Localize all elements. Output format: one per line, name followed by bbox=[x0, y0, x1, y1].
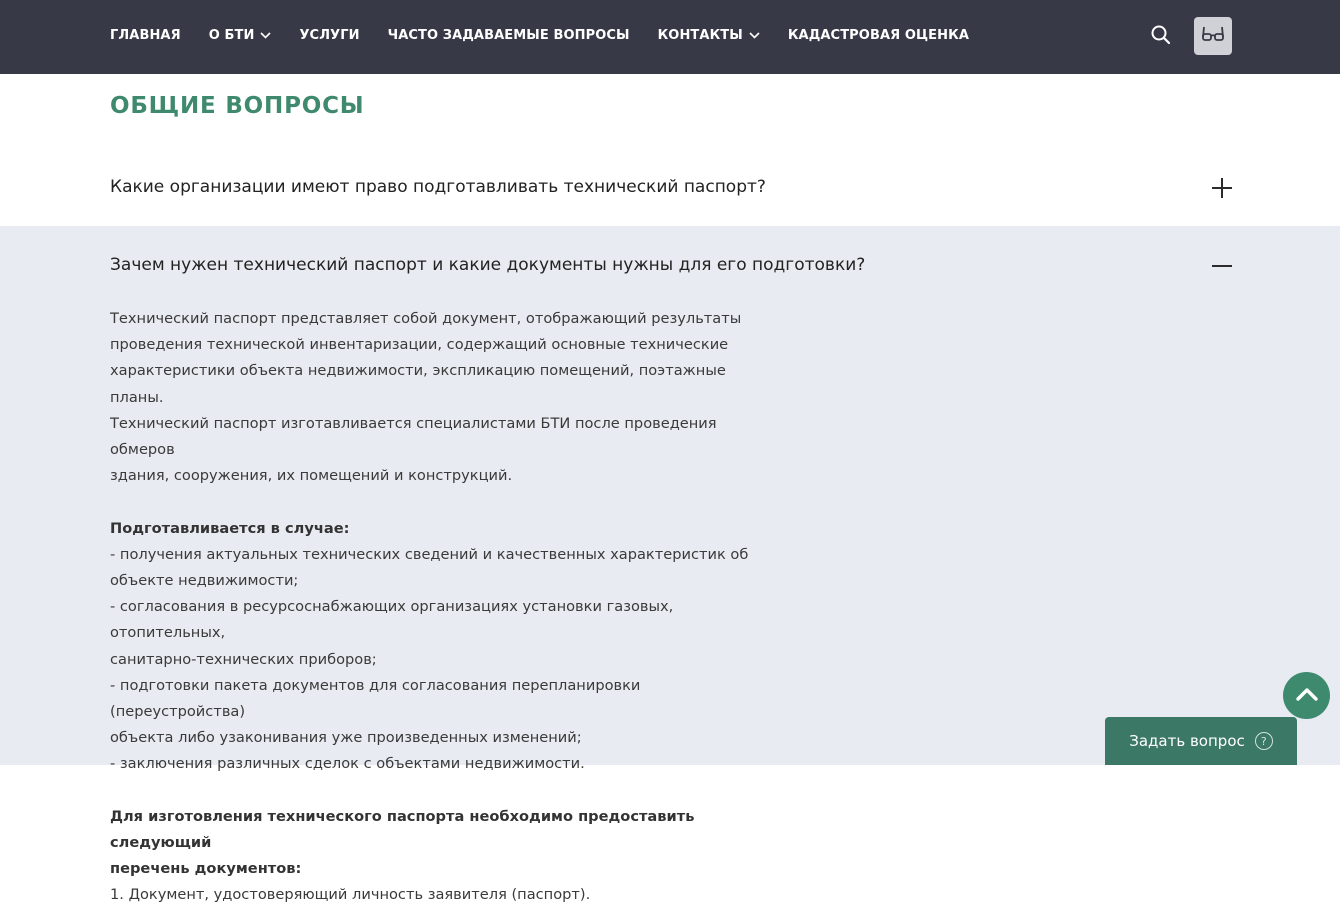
accessibility-glasses-button[interactable] bbox=[1194, 17, 1232, 55]
answer-line: - согласования в ресурсоснабжающих организациях установки газовых, отопительных, bbox=[110, 598, 674, 642]
answer-line: - заключения различных сделок с объектами недвижимости. bbox=[110, 755, 585, 773]
faq-item-expanded bbox=[0, 226, 1340, 904]
answer-line: 1. Документ, удостоверяющий личность заявителя (паспорт). bbox=[110, 886, 591, 904]
nav-label: КАДАСТРОВАЯ ОЦЕНКА bbox=[787, 27, 970, 43]
answer-line: санитарно-технических приборов; bbox=[110, 650, 377, 668]
nav-label: КОНТАКТЫ bbox=[657, 27, 743, 43]
plus-icon[interactable] bbox=[1210, 176, 1234, 200]
answer-line: объекте недвижимости; bbox=[110, 572, 299, 590]
nav-label: ГЛАВНАЯ bbox=[110, 27, 181, 43]
ask-question-label: Задать вопрос bbox=[1129, 732, 1245, 750]
main-nav bbox=[110, 0, 997, 70]
ask-question-button[interactable] bbox=[1105, 717, 1297, 765]
nav-label: ЧАСТО ЗАДАВАЕМЫЕ ВОПРОСЫ bbox=[387, 27, 630, 43]
scroll-to-top-button[interactable] bbox=[1283, 672, 1330, 719]
nav-item-cadastral-valuation[interactable] bbox=[788, 28, 969, 43]
faq-question[interactable]: Зачем нужен технический паспорт и какие документы нужны для его подготовки? bbox=[110, 255, 866, 275]
nav-item-contacts[interactable] bbox=[658, 28, 760, 43]
nav-label: УСЛУГИ bbox=[299, 27, 360, 43]
docs-heading: перечень документов: bbox=[110, 860, 302, 878]
answer-line: объекта либо узаконивания уже произведенных изменений; bbox=[110, 729, 582, 747]
glasses-icon bbox=[1201, 25, 1225, 47]
answer-line: - подготовки пакета документов для согласования перепланировки (переустройства) bbox=[110, 676, 641, 721]
cases-heading: Подготавливается в случае: bbox=[110, 519, 350, 537]
section-title: ОБЩИЕ ВОПРОСЫ bbox=[110, 93, 365, 119]
answer-line: здания, сооружения, их помещений и конструкций. bbox=[110, 467, 513, 485]
answer-line: характеристики объекта недвижимости, экспликацию помещений, поэтажные планы. bbox=[110, 362, 726, 406]
nav-label: О БТИ bbox=[208, 27, 255, 43]
nav-item-about[interactable] bbox=[209, 28, 272, 43]
nav-item-faq[interactable] bbox=[388, 28, 630, 43]
minus-icon[interactable] bbox=[1210, 254, 1234, 278]
answer-line: Технический паспорт изготавливается специалистами БТИ после проведения обмеров bbox=[110, 414, 717, 459]
question-icon: ? bbox=[1255, 732, 1273, 750]
answer-line: Технический паспорт представляет собой документ, отображающий результаты bbox=[110, 310, 742, 327]
docs-heading: Для изготовления технического паспорта необходимо предоставить следующий bbox=[110, 807, 695, 852]
chevron-down-icon bbox=[749, 32, 760, 39]
search-icon[interactable] bbox=[1150, 24, 1172, 46]
answer-line: проведения технической инвентаризации, содержащий основные технические bbox=[110, 336, 729, 354]
top-navigation-bar bbox=[0, 0, 1340, 74]
faq-answer bbox=[110, 306, 770, 909]
nav-item-home[interactable] bbox=[110, 28, 181, 43]
chevron-down-icon bbox=[260, 32, 271, 39]
answer-line: - получения актуальных технических сведений и качественных характеристик об bbox=[110, 545, 749, 563]
nav-item-services[interactable] bbox=[299, 28, 359, 43]
faq-item[interactable] bbox=[0, 150, 1340, 226]
chevron-up-icon bbox=[1295, 686, 1319, 706]
faq-question[interactable]: Какие организации имеют право подготавливать технический паспорт? bbox=[110, 177, 766, 197]
